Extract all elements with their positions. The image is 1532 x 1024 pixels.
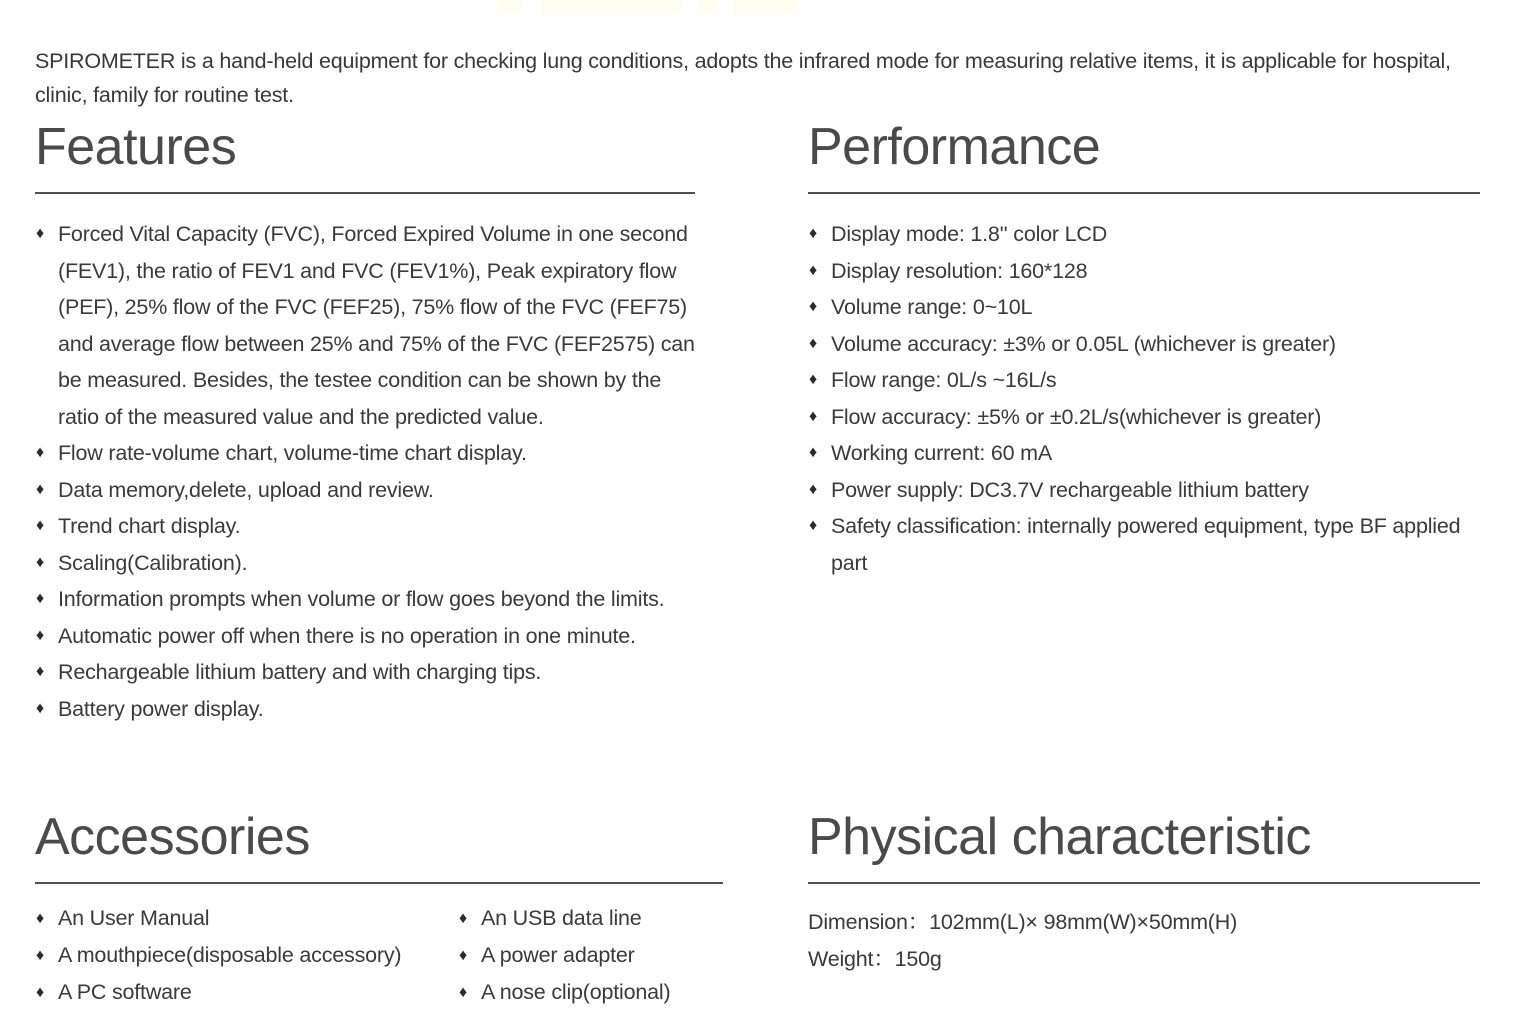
feature-item-text: Data memory,delete, upload and review. (58, 477, 434, 502)
diamond-bullet-icon (809, 362, 817, 399)
performance-title: Performance (808, 118, 1101, 176)
diamond-bullet-icon (809, 399, 817, 436)
diamond-bullet-icon (36, 654, 44, 691)
diamond-bullet-icon (809, 508, 817, 545)
accessories-list-right (458, 900, 723, 1011)
weight-line: Weight：150g (808, 947, 942, 971)
performance-item-text: Volume accuracy: ±3% or 0.05L (whichever is greater) (831, 331, 1336, 356)
performance-item (808, 435, 1480, 472)
performance-underline (808, 192, 1480, 194)
accessories-columns (35, 884, 723, 1011)
accessories-list-left (35, 900, 458, 1011)
features-underline (35, 192, 695, 194)
diamond-bullet-icon (36, 216, 44, 253)
accessory-item-text: A mouthpiece(disposable accessory) (58, 943, 402, 967)
feature-item-text: Rechargeable lithium battery and with charging tips. (58, 660, 542, 684)
diamond-bullet-icon (36, 472, 44, 509)
performance-item (808, 508, 1480, 581)
diamond-bullet-icon (36, 545, 44, 582)
performance-item-text: Working current: 60 mA (831, 441, 1053, 465)
performance-item (808, 472, 1480, 509)
cropped-header-block (540, 0, 682, 14)
performance-item-text: Power supply: DC3.7V rechargeable lithium battery (831, 477, 1309, 502)
feature-item-text: Battery power display. (58, 696, 264, 721)
accessory-item (458, 974, 723, 1011)
feature-item-text: Forced Vital Capacity (FVC), Forced Expired Volume in one second (FEV1), the ratio of FEV1 and FVC (FEV1%), Peak expiratory flow (PEF), 25% flow of the FVC (FEF25), 75% flow of the FVC (FEF75) and average flow between 25% and 75% of the FVC (FEF2575) can be measured. Besides, the testee condition can be shown by the ratio of the measured value and the predicted value. (58, 222, 695, 429)
features-title: Features (35, 118, 237, 176)
diamond-bullet-icon (36, 974, 44, 1011)
performance-item-text: Flow range: 0L/s ~16L/s (831, 368, 1057, 392)
diamond-bullet-icon (809, 472, 817, 509)
diamond-bullet-icon (36, 691, 44, 728)
accessory-item-text: An USB data line (481, 906, 642, 930)
accessory-item-text: A nose clip(optional) (481, 980, 671, 1004)
feature-item-text: Information prompts when volume or flow goes beyond the limits. (58, 587, 665, 611)
cropped-header-block (732, 0, 798, 14)
diamond-bullet-icon (809, 326, 817, 363)
diamond-bullet-icon (36, 435, 44, 472)
accessory-item (458, 937, 723, 974)
physical-title: Physical characteristic (808, 808, 1311, 866)
performance-item (808, 399, 1480, 436)
performance-item-text: Display resolution: 160*128 (831, 258, 1088, 283)
diamond-bullet-icon (459, 937, 467, 974)
diamond-bullet-icon (36, 508, 44, 545)
performance-item-text: Display mode: 1.8'' color LCD (831, 222, 1108, 246)
feature-item (35, 691, 695, 728)
diamond-bullet-icon (459, 974, 467, 1011)
accessories-title: Accessories (35, 808, 310, 866)
performance-item-text: Safety classification: internally powered equipment, type BF applied part (831, 514, 1461, 575)
accessory-item-text: A PC software (58, 980, 192, 1004)
diamond-bullet-icon (36, 900, 44, 937)
cropped-header-block (698, 0, 718, 14)
section-performance (808, 116, 1480, 581)
performance-list (808, 216, 1480, 581)
feature-item (35, 508, 695, 545)
accessory-item (458, 900, 723, 937)
performance-item (808, 362, 1480, 399)
feature-item-text: Flow rate-volume chart, volume-time chart display. (58, 441, 527, 465)
performance-item-text: Volume range: 0~10L (831, 295, 1033, 319)
accessory-item-text: A power adapter (481, 943, 635, 967)
feature-item (35, 618, 695, 655)
diamond-bullet-icon (809, 216, 817, 253)
physical-underline (808, 882, 1480, 884)
diamond-bullet-icon (36, 581, 44, 618)
intro-paragraph: SPIROMETER is a hand-held equipment for checking lung conditions, adopts the infrared mode for measuring relative items, it is applicable for hospital, clinic, family for routine test. (35, 48, 1451, 107)
section-physical-characteristic (808, 806, 1480, 978)
diamond-bullet-icon (36, 937, 44, 974)
diamond-bullet-icon (809, 289, 817, 326)
accessory-item-text: An User Manual (58, 906, 210, 930)
performance-item (808, 289, 1480, 326)
feature-item (35, 581, 695, 618)
feature-item (35, 216, 695, 435)
diamond-bullet-icon (36, 618, 44, 655)
performance-item (808, 216, 1480, 253)
features-list (35, 216, 695, 727)
feature-item (35, 654, 695, 691)
feature-item-text: Scaling(Calibration). (58, 550, 248, 575)
accessory-item (35, 937, 458, 974)
feature-item (35, 435, 695, 472)
performance-item (808, 326, 1480, 363)
feature-item-text: Automatic power off when there is no operation in one minute. (58, 623, 636, 648)
accessory-item (35, 900, 458, 937)
section-features (35, 116, 695, 727)
diamond-bullet-icon (459, 900, 467, 937)
accessory-item (35, 974, 458, 1011)
diamond-bullet-icon (809, 435, 817, 472)
section-accessories (35, 806, 723, 1011)
diamond-bullet-icon (809, 253, 817, 290)
performance-item (808, 253, 1480, 290)
feature-item-text: Trend chart display. (58, 514, 241, 538)
dimension-line: Dimension：102mm(L)× 98mm(W)×50mm(H) (808, 910, 1238, 934)
feature-item (35, 472, 695, 509)
cropped-header-remnant (0, 0, 1532, 16)
performance-item-text: Flow accuracy: ±5% or ±0.2L/s(whichever is greater) (831, 404, 1322, 429)
physical-lines (808, 904, 1480, 978)
cropped-header-block (498, 0, 522, 14)
feature-item (35, 545, 695, 582)
